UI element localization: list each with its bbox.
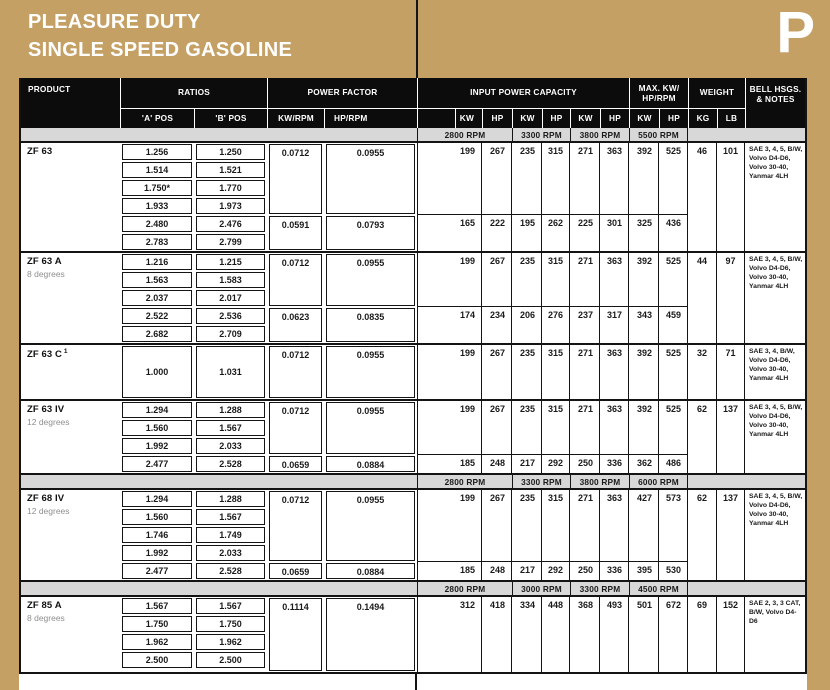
weight-lb-value: 71 bbox=[717, 345, 745, 399]
power-kw-value: 217 bbox=[512, 455, 542, 473]
power-hp-value: 292 bbox=[542, 455, 570, 473]
rpm-band bbox=[19, 582, 807, 597]
subheader-hp-2: HP bbox=[542, 108, 570, 128]
rpm-band-label: 4500 RPM bbox=[629, 582, 688, 595]
ratio-a-value: 2.037 bbox=[122, 290, 192, 306]
max-header-line2: HP/RPM bbox=[642, 93, 676, 103]
hp-rpm-value: 0.0955 bbox=[326, 144, 415, 214]
product-block bbox=[19, 253, 807, 345]
ratio-a-value: 1.294 bbox=[122, 491, 192, 507]
ratio-a-value: 1.216 bbox=[122, 254, 192, 270]
ratio-a-value: 1.256 bbox=[122, 144, 192, 160]
max-kw-value: 392 bbox=[629, 401, 659, 455]
max-kw-value: 427 bbox=[629, 490, 659, 562]
ratio-b-value: 1.583 bbox=[196, 272, 265, 288]
power-kw-value: 235 bbox=[512, 143, 542, 215]
power-hp-value: 418 bbox=[482, 597, 512, 672]
power-kw-value: 312 bbox=[417, 597, 482, 672]
product-cell bbox=[21, 253, 120, 343]
max-kw-value: 362 bbox=[629, 455, 659, 473]
max-hp-value: 525 bbox=[659, 401, 688, 455]
column-header-weight: WEIGHT bbox=[688, 78, 745, 108]
ratio-b-value: 1.031 bbox=[196, 346, 265, 398]
product-name: ZF 68 IV bbox=[27, 493, 65, 504]
column-header-bell-housings-notes bbox=[745, 78, 805, 128]
power-kw-value: 250 bbox=[570, 562, 600, 580]
product-cell bbox=[21, 401, 120, 473]
power-hp-value: 493 bbox=[600, 597, 629, 672]
power-kw-value: 334 bbox=[512, 597, 542, 672]
hp-rpm-value: 0.0955 bbox=[326, 402, 415, 454]
section-divider-line bbox=[415, 674, 417, 690]
rpm-band-label: 3800 RPM bbox=[570, 128, 629, 141]
power-hp-value: 363 bbox=[600, 253, 629, 307]
column-header-input-power-capacity: INPUT POWER CAPACITY bbox=[417, 78, 629, 108]
max-hp-value: 525 bbox=[659, 143, 688, 215]
max-kw-value: 392 bbox=[629, 253, 659, 307]
max-kw-value: 392 bbox=[629, 345, 659, 399]
rpm-band-label: 3000 RPM bbox=[512, 582, 570, 595]
max-kw-value: 392 bbox=[629, 143, 659, 215]
kw-rpm-value: 0.0712 bbox=[269, 254, 322, 306]
weight-kg-value: 32 bbox=[688, 345, 717, 399]
ratio-b-value: 2.536 bbox=[196, 308, 265, 324]
page-title-line2: SINGLE SPEED GASOLINE bbox=[28, 39, 293, 61]
subheader-hp-1: HP bbox=[482, 108, 512, 128]
column-header-ratios: RATIOS bbox=[120, 78, 267, 108]
column-header-power-factor: POWER FACTOR bbox=[267, 78, 417, 108]
max-hp-value: 530 bbox=[659, 562, 688, 580]
kw-rpm-value: 0.0659 bbox=[269, 563, 322, 579]
product-cell bbox=[21, 490, 120, 580]
ratio-b-value: 1.567 bbox=[196, 598, 265, 614]
power-kw-value: 271 bbox=[570, 490, 600, 562]
subheader-b-pos: 'B' POS bbox=[194, 108, 267, 128]
kw-rpm-value: 0.0623 bbox=[269, 308, 322, 342]
power-kw-value: 199 bbox=[417, 401, 482, 455]
ratio-a-value: 2.783 bbox=[122, 234, 192, 250]
ratio-a-value: 1.750 bbox=[122, 616, 192, 632]
product-cell bbox=[21, 597, 120, 672]
ratio-b-value: 2.033 bbox=[196, 545, 265, 561]
power-hp-value: 267 bbox=[482, 345, 512, 399]
product-degrees: 12 degrees bbox=[27, 417, 70, 427]
power-hp-value: 315 bbox=[542, 253, 570, 307]
product-block bbox=[19, 143, 807, 253]
power-kw-value: 185 bbox=[417, 455, 482, 473]
product-cell bbox=[21, 143, 120, 251]
bell-header-line1: BELL HSGS. bbox=[749, 84, 802, 94]
bell-housings-notes: SAE 3, 4, 5, B/W, Volvo D4-D6, Volvo 30-40, Yanmar 4LH bbox=[749, 404, 803, 438]
hp-rpm-value: 0.1494 bbox=[326, 598, 415, 671]
ratio-a-value: 2.500 bbox=[122, 652, 192, 668]
weight-kg-value: 46 bbox=[688, 143, 717, 251]
power-hp-value: 267 bbox=[482, 143, 512, 215]
kw-rpm-value: 0.0659 bbox=[269, 456, 322, 472]
power-hp-value: 363 bbox=[600, 401, 629, 455]
weight-lb-value: 137 bbox=[717, 401, 745, 473]
rpm-band-label: 5500 RPM bbox=[629, 128, 688, 141]
power-kw-value: 199 bbox=[417, 143, 482, 215]
power-kw-value: 368 bbox=[570, 597, 600, 672]
power-hp-value: 315 bbox=[542, 490, 570, 562]
power-hp-value: 222 bbox=[482, 215, 512, 251]
weight-kg-value: 62 bbox=[688, 401, 717, 473]
ratio-b-value: 1.750 bbox=[196, 616, 265, 632]
power-hp-value: 317 bbox=[600, 307, 629, 343]
power-kw-value: 235 bbox=[512, 345, 542, 399]
power-kw-value: 185 bbox=[417, 562, 482, 580]
kw-rpm-value: 0.0712 bbox=[269, 346, 322, 398]
subheader-kw-1: KW bbox=[417, 108, 482, 128]
weight-kg-value: 62 bbox=[688, 490, 717, 580]
product-name: ZF 63 A bbox=[27, 256, 62, 267]
subheader-kw-2: KW bbox=[512, 108, 542, 128]
ratio-a-value: 1.000 bbox=[122, 346, 192, 398]
ratio-b-value: 1.521 bbox=[196, 162, 265, 178]
power-kw-value: 235 bbox=[512, 401, 542, 455]
hp-rpm-value: 0.0955 bbox=[326, 254, 415, 306]
rpm-band-label: 3300 RPM bbox=[570, 582, 629, 595]
ratio-b-value: 2.500 bbox=[196, 652, 265, 668]
ratio-a-value: 1.563 bbox=[122, 272, 192, 288]
power-kw-value: 271 bbox=[570, 345, 600, 399]
power-hp-value: 315 bbox=[542, 143, 570, 215]
product-footnote-marker: 1 bbox=[62, 348, 68, 355]
power-kw-value: 271 bbox=[570, 401, 600, 455]
ratio-b-value: 2.017 bbox=[196, 290, 265, 306]
hp-rpm-value: 0.0955 bbox=[326, 346, 415, 398]
column-header-product: PRODUCT bbox=[28, 84, 71, 94]
table-continuation bbox=[19, 674, 807, 690]
ratio-a-value: 1.294 bbox=[122, 402, 192, 418]
product-degrees: 8 degrees bbox=[27, 269, 65, 279]
max-header-line1: MAX. KW/ bbox=[638, 83, 680, 94]
ratio-b-value: 1.288 bbox=[196, 491, 265, 507]
max-kw-value: 325 bbox=[629, 215, 659, 251]
bell-housings-notes: SAE 2, 3, 3 CAT, B/W, Volvo D4-D6 bbox=[749, 600, 801, 625]
max-hp-value: 573 bbox=[659, 490, 688, 562]
ratio-a-value: 2.480 bbox=[122, 216, 192, 232]
power-kw-value: 237 bbox=[570, 307, 600, 343]
rpm-band-label: 2800 RPM bbox=[417, 475, 512, 488]
hp-rpm-value: 0.0884 bbox=[326, 563, 415, 579]
rpm-band-label: 2800 RPM bbox=[417, 128, 512, 141]
power-kw-value: 174 bbox=[417, 307, 482, 343]
ratio-b-value: 1.962 bbox=[196, 634, 265, 650]
power-kw-value: 217 bbox=[512, 562, 542, 580]
ratio-a-value: 2.682 bbox=[122, 326, 192, 342]
hp-rpm-value: 0.0884 bbox=[326, 456, 415, 472]
product-block bbox=[19, 490, 807, 582]
ratio-a-value: 2.477 bbox=[122, 456, 192, 472]
banner-divider-line bbox=[416, 0, 418, 78]
spec-table bbox=[19, 78, 807, 690]
ratio-b-value: 2.476 bbox=[196, 216, 265, 232]
power-hp-value: 267 bbox=[482, 253, 512, 307]
power-kw-value: 235 bbox=[512, 253, 542, 307]
product-cell bbox=[21, 345, 120, 399]
power-hp-value: 448 bbox=[542, 597, 570, 672]
product-block bbox=[19, 597, 807, 674]
column-header-max-kw-hp-rpm bbox=[629, 78, 688, 108]
weight-lb-value: 97 bbox=[717, 253, 745, 343]
product-degrees: 8 degrees bbox=[27, 613, 65, 623]
ratio-a-value: 2.522 bbox=[122, 308, 192, 324]
power-kw-value: 250 bbox=[570, 455, 600, 473]
max-hp-value: 486 bbox=[659, 455, 688, 473]
product-name: ZF 85 A bbox=[27, 600, 62, 611]
ratio-b-value: 1.567 bbox=[196, 420, 265, 436]
power-hp-value: 292 bbox=[542, 562, 570, 580]
kw-rpm-value: 0.1114 bbox=[269, 598, 322, 671]
ratio-b-value: 1.770 bbox=[196, 180, 265, 196]
kw-rpm-value: 0.0712 bbox=[269, 491, 322, 561]
ratio-a-value: 1.962 bbox=[122, 634, 192, 650]
product-name: ZF 63 bbox=[27, 146, 53, 157]
rpm-band-label: 3300 RPM bbox=[512, 475, 570, 488]
power-kw-value: 225 bbox=[570, 215, 600, 251]
ratio-a-value: 1.567 bbox=[122, 598, 192, 614]
max-kw-value: 501 bbox=[629, 597, 659, 672]
weight-lb-value: 137 bbox=[717, 490, 745, 580]
ratio-a-value: 1.560 bbox=[122, 509, 192, 525]
power-hp-value: 301 bbox=[600, 215, 629, 251]
rpm-band-label: 3800 RPM bbox=[570, 475, 629, 488]
ratio-a-value: 1.514 bbox=[122, 162, 192, 178]
power-hp-value: 315 bbox=[542, 401, 570, 455]
table-header bbox=[19, 78, 807, 128]
hp-rpm-value: 0.0793 bbox=[326, 216, 415, 250]
product-block bbox=[19, 345, 807, 401]
bell-housings-notes: SAE 3, 4, 5, B/W, Volvo D4-D6, Volvo 30-40, Yanmar 4LH bbox=[749, 146, 803, 180]
ratio-a-value: 1.933 bbox=[122, 198, 192, 214]
power-kw-value: 165 bbox=[417, 215, 482, 251]
ratio-b-value: 2.033 bbox=[196, 438, 265, 454]
power-hp-value: 363 bbox=[600, 345, 629, 399]
power-kw-value: 195 bbox=[512, 215, 542, 251]
power-hp-value: 262 bbox=[542, 215, 570, 251]
kw-rpm-value: 0.0591 bbox=[269, 216, 322, 250]
rpm-band bbox=[19, 128, 807, 143]
section-letter: P bbox=[776, 0, 815, 65]
power-hp-value: 336 bbox=[600, 455, 629, 473]
subheader-kw-3: KW bbox=[570, 108, 600, 128]
power-kw-value: 206 bbox=[512, 307, 542, 343]
ratio-a-value: 1.746 bbox=[122, 527, 192, 543]
subheader-hp-3: HP bbox=[600, 108, 629, 128]
ratio-a-value: 1.750* bbox=[122, 180, 192, 196]
weight-kg-value: 44 bbox=[688, 253, 717, 343]
power-kw-value: 271 bbox=[570, 253, 600, 307]
ratio-a-value: 1.560 bbox=[122, 420, 192, 436]
subheader-hp-max: HP bbox=[659, 108, 688, 128]
ratio-b-value: 2.709 bbox=[196, 326, 265, 342]
ratio-a-value: 1.992 bbox=[122, 545, 192, 561]
power-kw-value: 199 bbox=[417, 490, 482, 562]
power-hp-value: 363 bbox=[600, 143, 629, 215]
product-block bbox=[19, 401, 807, 475]
bell-housings-notes: SAE 3, 4, B/W, Volvo D4-D6, Volvo 30-40, Yanmar 4LH bbox=[749, 348, 795, 382]
subheader-kg: KG bbox=[688, 108, 717, 128]
kw-rpm-value: 0.0712 bbox=[269, 402, 322, 454]
ratio-b-value: 1.973 bbox=[196, 198, 265, 214]
max-kw-value: 343 bbox=[629, 307, 659, 343]
product-degrees: 12 degrees bbox=[27, 506, 70, 516]
ratio-b-value: 2.799 bbox=[196, 234, 265, 250]
ratio-b-value: 2.528 bbox=[196, 563, 265, 579]
ratio-b-value: 1.288 bbox=[196, 402, 265, 418]
power-kw-value: 199 bbox=[417, 345, 482, 399]
power-hp-value: 267 bbox=[482, 490, 512, 562]
page-banner bbox=[0, 0, 830, 78]
ratio-b-value: 2.528 bbox=[196, 456, 265, 472]
ratio-b-value: 1.250 bbox=[196, 144, 265, 160]
max-hp-value: 436 bbox=[659, 215, 688, 251]
ratio-b-value: 1.749 bbox=[196, 527, 265, 543]
power-hp-value: 315 bbox=[542, 345, 570, 399]
weight-kg-value: 69 bbox=[688, 597, 717, 672]
kw-rpm-value: 0.0712 bbox=[269, 144, 322, 214]
power-hp-value: 234 bbox=[482, 307, 512, 343]
subheader-lb: LB bbox=[717, 108, 745, 128]
ratio-a-value: 2.477 bbox=[122, 563, 192, 579]
subheader-kw-max: KW bbox=[629, 108, 659, 128]
max-hp-value: 672 bbox=[659, 597, 688, 672]
subheader-a-pos: 'A' POS bbox=[120, 108, 194, 128]
bell-housings-notes: SAE 3, 4, 5, B/W, Volvo D4-D6, Volvo 30-40, Yanmar 4LH bbox=[749, 256, 803, 290]
bell-header-line2: & NOTES bbox=[756, 93, 795, 104]
power-kw-value: 235 bbox=[512, 490, 542, 562]
power-hp-value: 276 bbox=[542, 307, 570, 343]
ratio-a-value: 1.992 bbox=[122, 438, 192, 454]
weight-lb-value: 101 bbox=[717, 143, 745, 251]
power-hp-value: 336 bbox=[600, 562, 629, 580]
rpm-band bbox=[19, 475, 807, 490]
rpm-band-label: 6000 RPM bbox=[629, 475, 688, 488]
ratio-b-value: 1.215 bbox=[196, 254, 265, 270]
page-title-line1: PLEASURE DUTY bbox=[28, 11, 201, 33]
table-body bbox=[19, 128, 807, 674]
max-kw-value: 395 bbox=[629, 562, 659, 580]
ratio-b-value: 1.567 bbox=[196, 509, 265, 525]
max-hp-value: 525 bbox=[659, 345, 688, 399]
power-hp-value: 267 bbox=[482, 401, 512, 455]
subheader-hp-rpm: HP/RPM bbox=[324, 108, 417, 128]
product-name: ZF 63 C $^1$ bbox=[27, 348, 68, 361]
power-kw-value: 199 bbox=[417, 253, 482, 307]
power-hp-value: 248 bbox=[482, 455, 512, 473]
power-hp-value: 248 bbox=[482, 562, 512, 580]
subheader-kw-rpm: KW/RPM bbox=[267, 108, 324, 128]
rpm-band-label: 3300 RPM bbox=[512, 128, 570, 141]
rpm-band-label: 2800 RPM bbox=[417, 582, 512, 595]
max-hp-value: 459 bbox=[659, 307, 688, 343]
bell-housings-notes: SAE 3, 4, 5, B/W, Volvo D4-D6, Volvo 30-40, Yanmar 4LH bbox=[749, 493, 803, 527]
hp-rpm-value: 0.0955 bbox=[326, 491, 415, 561]
page-title bbox=[28, 8, 292, 64]
weight-lb-value: 152 bbox=[717, 597, 745, 672]
product-name: ZF 63 IV bbox=[27, 404, 65, 415]
power-kw-value: 271 bbox=[570, 143, 600, 215]
power-hp-value: 363 bbox=[600, 490, 629, 562]
max-hp-value: 525 bbox=[659, 253, 688, 307]
hp-rpm-value: 0.0835 bbox=[326, 308, 415, 342]
